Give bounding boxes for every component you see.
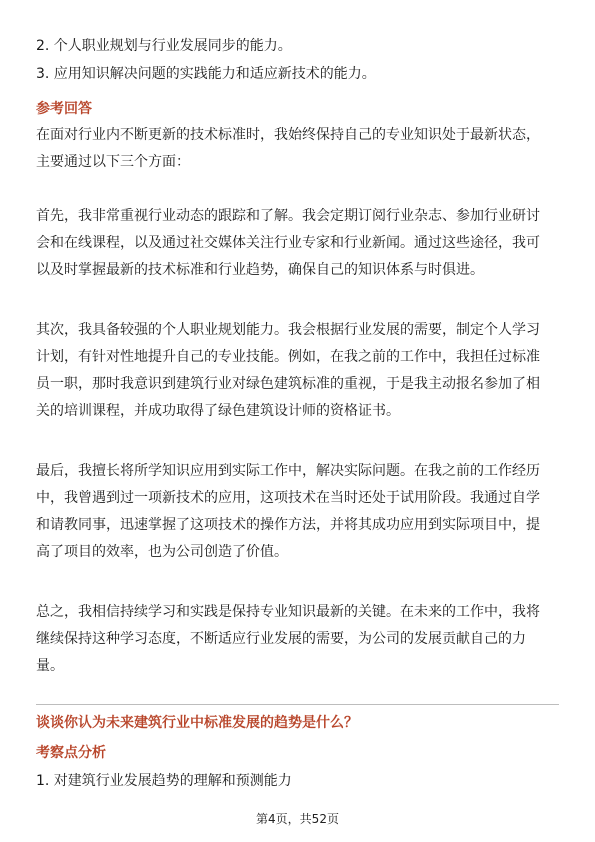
paragraph-line: 以及时掌握最新的技术标准和行业趋势，确保自己的知识体系与时俱进。 (36, 262, 484, 278)
question-heading: 谈谈你认为未来建筑行业中标准发展的趋势是什么？ (36, 715, 358, 731)
paragraph-line: 高了项目的效率，也为公司创造了价值。 (36, 544, 288, 560)
paragraph-line: 计划，有针对性地提升自己的专业技能。例如，在我之前的工作中，我担任过标准 (36, 349, 540, 365)
analysis-heading: 考察点分析 (36, 745, 106, 761)
paragraph-line: 和请教同事，迅速掌握了这项技术的操作方法，并将其成功应用到实际项目中，提 (36, 517, 540, 533)
reference-answer-heading: 参考回答 (36, 101, 92, 117)
paragraph-line: 主要通过以下三个方面： (36, 154, 190, 170)
paragraph-line: 继续保持这种学习态度，不断适应行业发展的需要，为公司的发展贡献自己的力 (36, 631, 526, 647)
paragraph-line: 其次，我具备较强的个人职业规划能力。我会根据行业发展的需要，制定个人学习 (36, 322, 540, 338)
list-item: 3. 应用知识解决问题的实践能力和适应新技术的能力。 (36, 66, 376, 82)
paragraph-line: 关的培训课程，并成功取得了绿色建筑设计师的资格证书。 (36, 403, 400, 419)
paragraph-line: 会和在线课程，以及通过社交媒体关注行业专家和行业新闻。通过这些途径，我可 (36, 235, 540, 251)
paragraph-line: 中，我曾遇到过一项新技术的应用，这项技术在当时还处于试用阶段。我通过自学 (36, 490, 540, 506)
paragraph-line: 量。 (36, 658, 64, 674)
section-divider (36, 704, 559, 705)
paragraph-line: 首先，我非常重视行业动态的跟踪和了解。我会定期订阅行业杂志、参加行业研讨 (36, 208, 540, 224)
list-item: 1. 对建筑行业发展趋势的理解和预测能力 (36, 773, 292, 789)
list-item: 2. 个人职业规划与行业发展同步的能力。 (36, 38, 292, 54)
paragraph-line: 员一职，那时我意识到建筑行业对绿色建筑标准的重视，于是我主动报名参加了相 (36, 376, 540, 392)
page-number: 第4页，共52页 (256, 812, 339, 826)
paragraph-line: 最后，我擅长将所学知识应用到实际工作中，解决实际问题。在我之前的工作经历 (36, 463, 540, 479)
paragraph-line: 总之，我相信持续学习和实践是保持专业知识最新的关键。在未来的工作中，我将 (36, 604, 540, 620)
paragraph-line: 在面对行业内不断更新的技术标准时，我始终保持自己的专业知识处于最新状态， (36, 127, 540, 143)
